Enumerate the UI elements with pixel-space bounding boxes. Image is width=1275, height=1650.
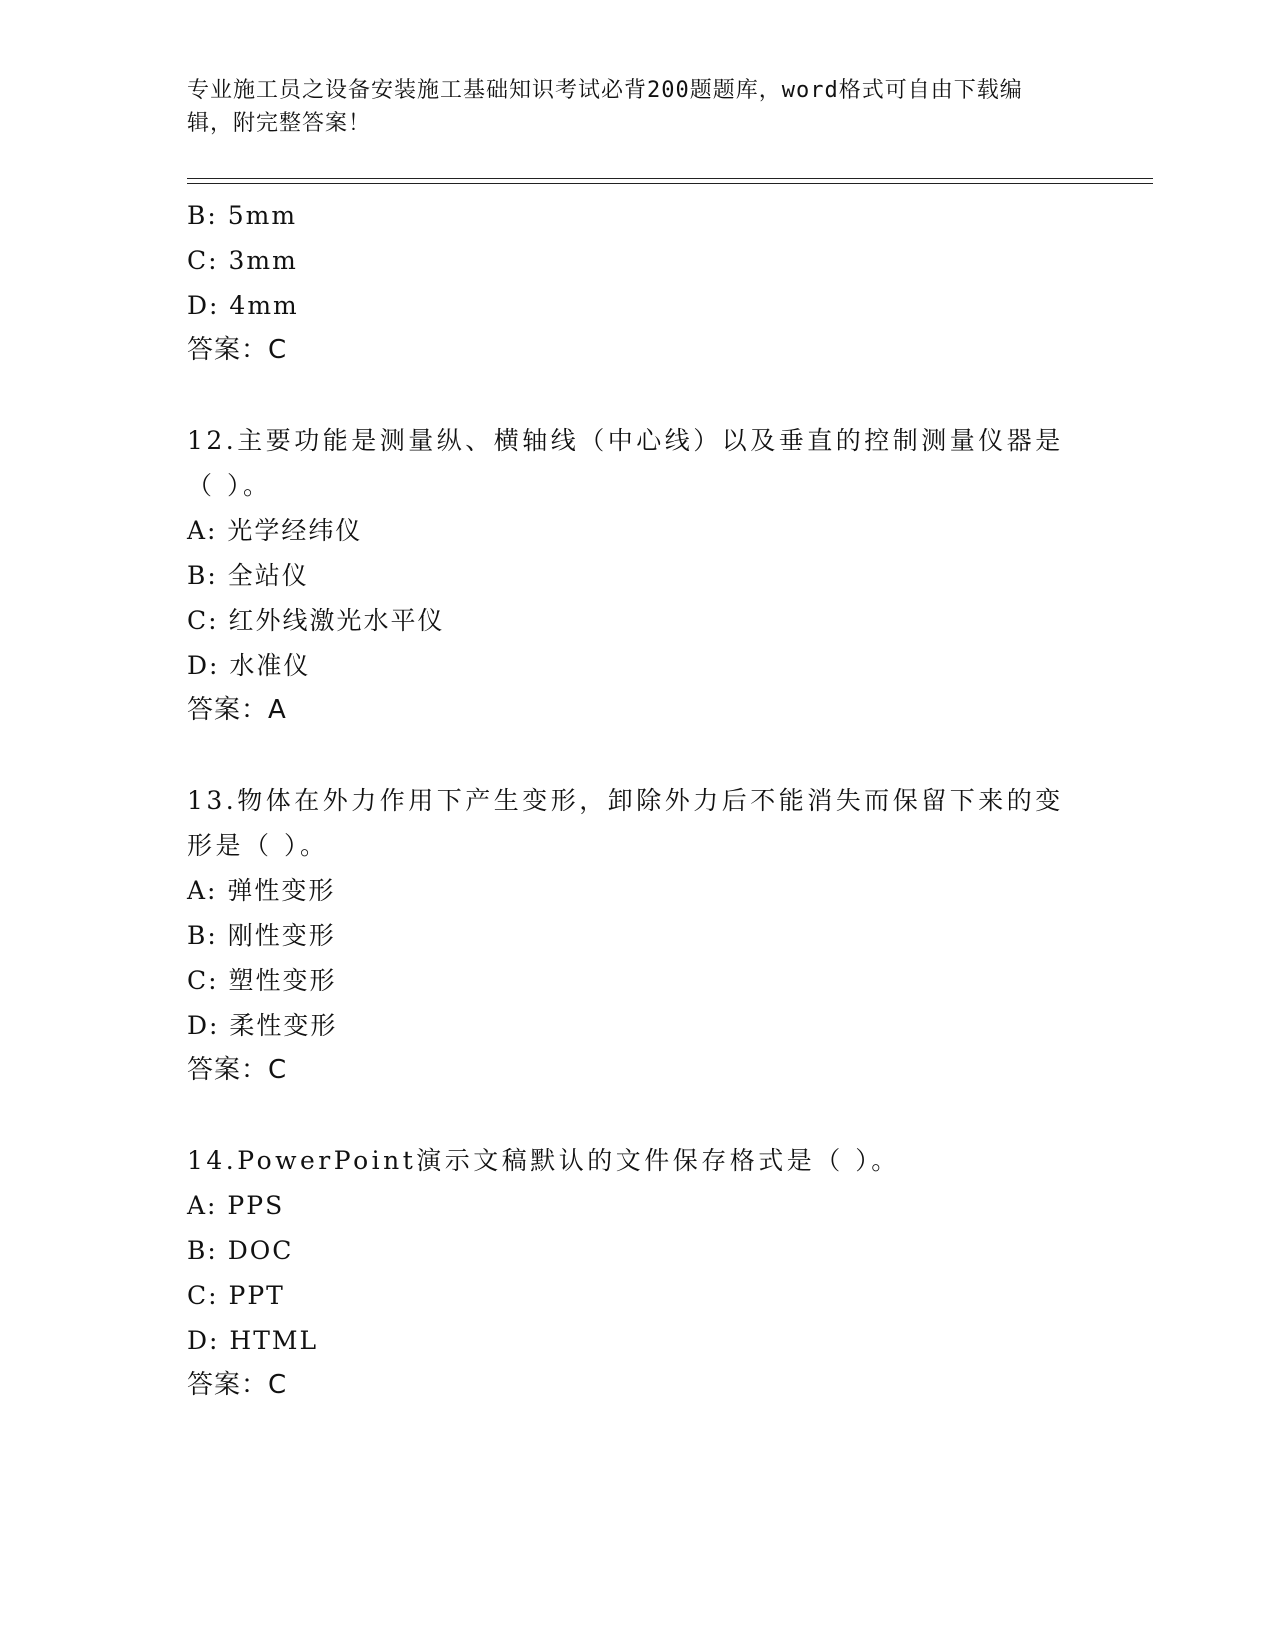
spacer: [187, 373, 1087, 418]
option-d: D: 水准仪: [187, 651, 311, 680]
option-b: B: 全站仪: [187, 561, 309, 590]
option-b: B: 5mm: [187, 201, 298, 230]
option-c: C: PPT: [187, 1281, 285, 1310]
question-stem: 14.PowerPoint演示文稿默认的文件保存格式是（ ）。: [187, 1146, 900, 1175]
option-b: B: DOC: [187, 1236, 294, 1265]
question-list: [187, 193, 1087, 1408]
option-d: D: 柔性变形: [187, 1011, 338, 1040]
option-d: D: 4mm: [187, 291, 299, 320]
answer-line: 答案：C: [187, 1370, 288, 1400]
option-a: A: 光学经纬仪: [187, 516, 363, 545]
header-divider-top: [187, 178, 1153, 179]
question-14: [187, 1138, 1087, 1408]
answer-line: 答案：C: [187, 335, 288, 365]
answer-line: 答案：C: [187, 1055, 288, 1085]
option-b: B: 刚性变形: [187, 921, 336, 950]
question-stem: 12.主要功能是测量纵、横轴线（中心线）以及垂直的控制测量仪器是（ ）。: [187, 426, 1064, 500]
question-stem: 13.物体在外力作用下产生变形，卸除外力后不能消失而保留下来的变形是（ ）。: [187, 786, 1064, 860]
question-12: [187, 418, 1087, 733]
option-c: C: 塑性变形: [187, 966, 337, 995]
option-c: C: 红外线激光水平仪: [187, 606, 445, 635]
spacer: [187, 1093, 1087, 1138]
option-a: A: PPS: [187, 1191, 285, 1220]
document-title: 专业施工员之设备安装施工基础知识考试必背200题题库，word格式可自由下载编辑，附完整答案！: [187, 78, 1023, 136]
spacer: [187, 733, 1087, 778]
question-13: [187, 778, 1087, 1093]
option-a: A: 弹性变形: [187, 876, 336, 905]
header-divider-bottom: [187, 183, 1153, 184]
question-continued: [187, 193, 1087, 373]
option-c: C: 3mm: [187, 246, 298, 275]
answer-line: 答案：A: [187, 695, 287, 725]
option-d: D: HTML: [187, 1326, 319, 1355]
